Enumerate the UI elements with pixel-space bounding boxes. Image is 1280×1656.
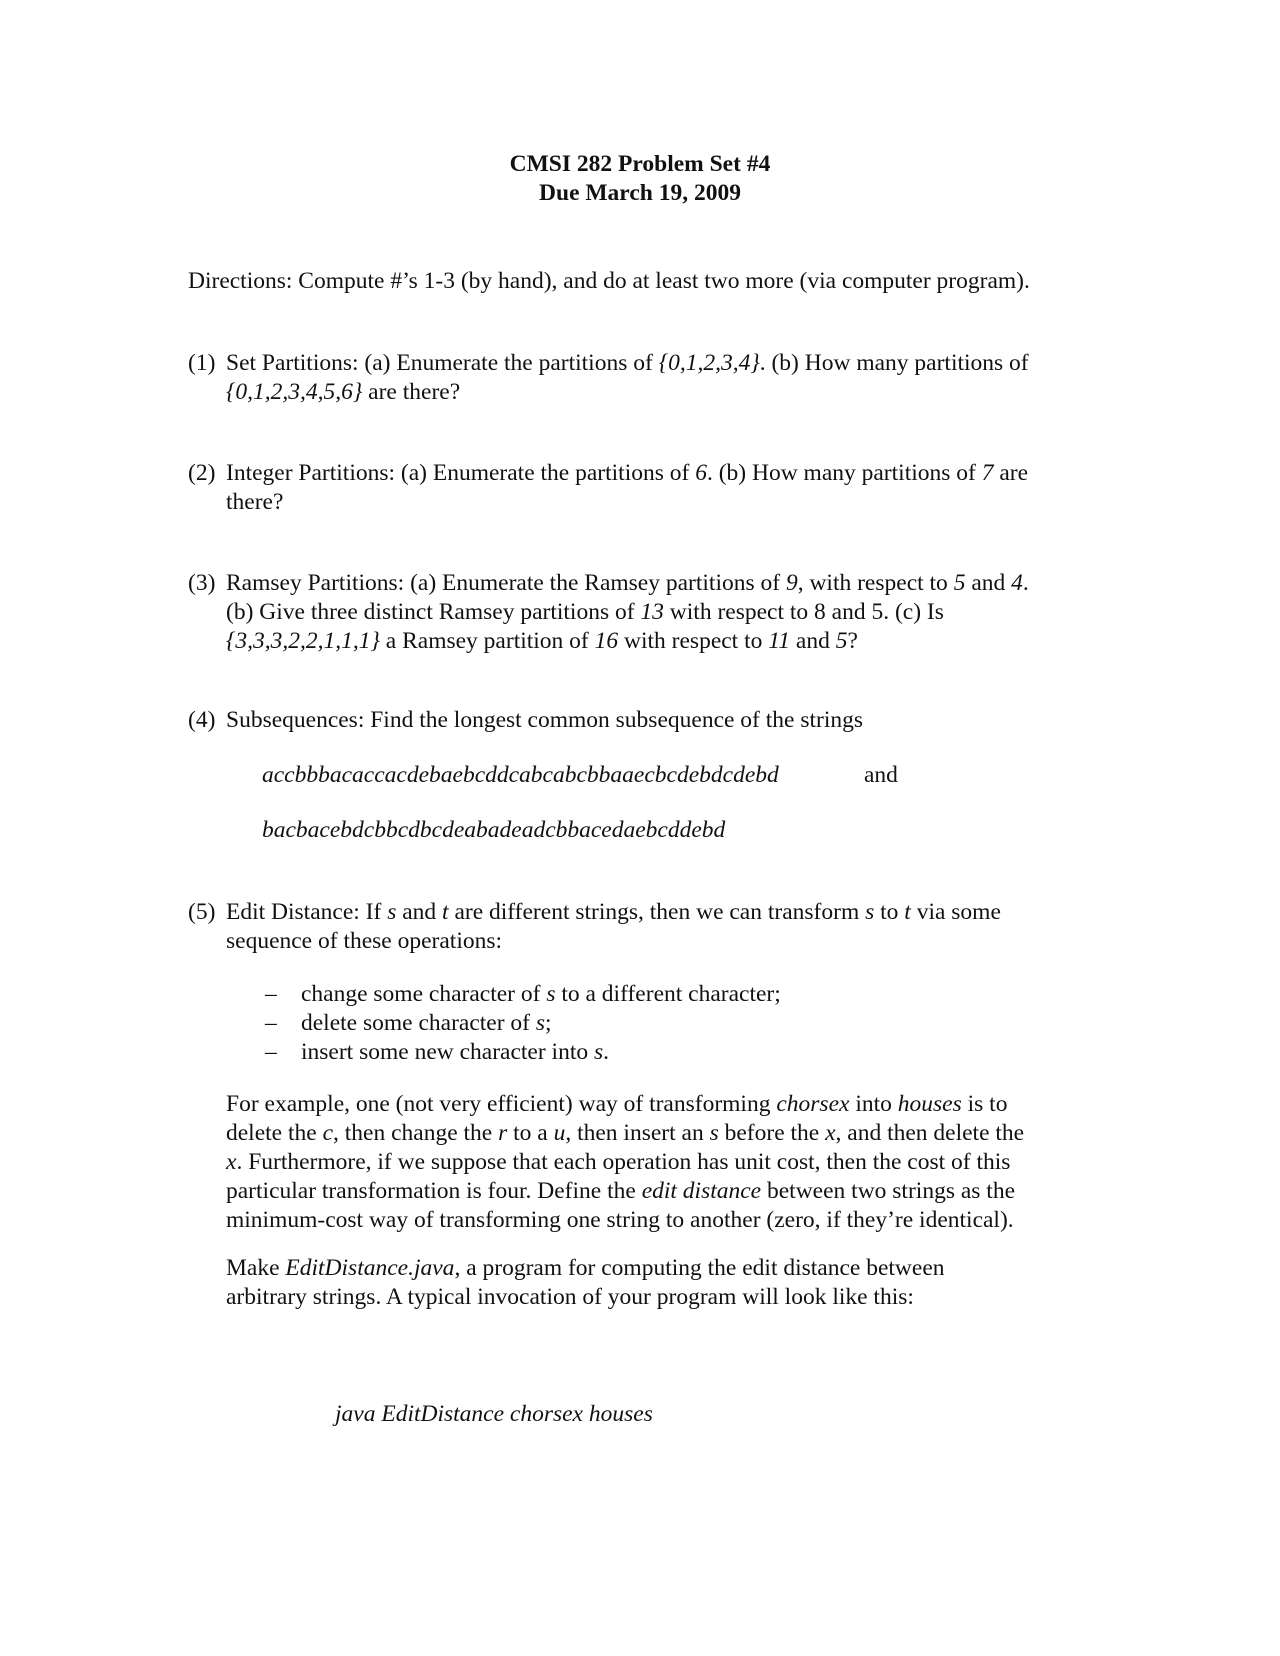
problem-number: (3) (188, 570, 216, 596)
make-paragraph (226, 1254, 945, 1312)
make-line-1: Make EditDistance.java, a program for computing the edit distance between (226, 1255, 945, 1281)
title-due-date: Due March 19, 2009 (539, 180, 741, 206)
example-command: java EditDistance chorsex houses (335, 1401, 653, 1427)
example-line-1: For example, one (not very efficient) way of transforming chorsex into houses is to (226, 1091, 1008, 1117)
problem-2-line-1: Integer Partitions: (a) Enumerate the partitions of 6. (b) How many partitions of 7 are (226, 460, 1029, 486)
example-line-2: delete the c, then change the r to a u, then insert an s before the x, and then delete the (226, 1120, 1025, 1146)
problem-number: (2) (188, 460, 216, 486)
lcs-string-2: bacbacebdcbbcdbcdeabadeadcbbacedaebcddebd (262, 817, 726, 843)
problem-3-line-2: (b) Give three distinct Ramsey partitions of 13 with respect to 8 and 5. (c) Is (226, 599, 944, 625)
problem-number: (5) (188, 899, 216, 925)
list-item: – change some character of s to a different character; (265, 981, 781, 1007)
problem-3-line-1: Ramsey Partitions: (a) Enumerate the Ramsey partitions of 9, with respect to 5 and 4. (226, 570, 1029, 596)
list-item: – insert some new character into s. (265, 1039, 610, 1065)
lcs-and-label: and (864, 762, 898, 788)
example-line-4: particular transformation is four. Define the edit distance between two strings as the (226, 1178, 1016, 1204)
title-course: CMSI 282 Problem Set #4 (509, 151, 771, 177)
problem-3-line-3: {3,3,3,2,2,1,1,1} a Ramsey partition of 16 with respect to 11 and 5? (226, 628, 858, 654)
problem-2 (188, 459, 1088, 517)
problem-5-line-2: sequence of these operations: (226, 928, 503, 954)
problem-2-line-2: there? (226, 489, 284, 515)
problem-number: (4) (188, 707, 216, 733)
problem-4-text: Subsequences: Find the longest common subsequence of the strings (226, 707, 864, 733)
list-item: – delete some character of s; (265, 1010, 552, 1036)
problem-1 (188, 349, 1088, 407)
problem-number: (1) (188, 350, 216, 376)
make-line-2: arbitrary strings. A typical invocation of your program will look like this: (226, 1284, 914, 1310)
example-line-5: minimum-cost way of transforming one string to another (zero, if they’re identical). (226, 1207, 1014, 1233)
problem-4 (188, 706, 1088, 735)
lcs-string-1: accbbbacaccacdebaebcddcabcabcbbaaecbcdebdcdebd (262, 762, 779, 788)
problem-1-line-2: {0,1,2,3,4,5,6} are there? (226, 379, 461, 405)
problem-5 (188, 898, 1088, 956)
problem-5-line-1: Edit Distance: If s and t are different strings, then we can transform s to t via some (226, 899, 1001, 925)
directions: Directions: Compute #’s 1-3 (by hand), and do at least two more (via computer program). (188, 268, 1030, 294)
problem-3 (188, 569, 1088, 656)
example-line-3: x. Furthermore, if we suppose that each operation has unit cost, then the cost of this (226, 1149, 1011, 1175)
document-title (0, 150, 1280, 208)
example-paragraph (226, 1090, 1024, 1235)
operations-list (265, 980, 781, 1067)
problem-1-line-1: Set Partitions: (a) Enumerate the partitions of {0,1,2,3,4}. (b) How many partitions of (226, 350, 1029, 376)
